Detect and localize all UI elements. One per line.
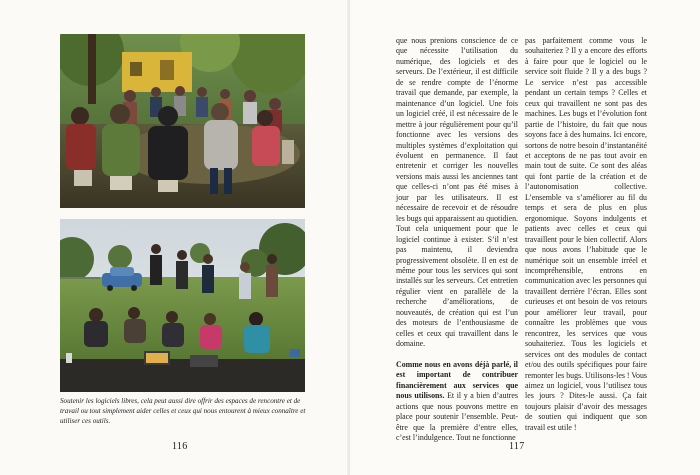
meeting-circle-image xyxy=(60,34,305,208)
page-number-left: 116 xyxy=(172,441,188,452)
paragraph-maintenance: que nous prenions conscience de ce que nécessite l’utilisation du numérique, des logiciels et des serveurs. De l’extérieur, il est difficile de se rendre compte de l’énorme travail que demande, par exemple, la maintenance d’un logiciel. Une fois un logiciel créé, il est nécessaire de le mettre à jour régulièrement pour qu’il fonctionne avec les versions des multiples systèmes d’exploitation qui évoluent en permanence. Il faut entretenir et corriger les nouvelles versions mais aussi les anciennes tant que celles-ci n’ont pas été mises à jour par les utilisateurs. Il est nécessaire de recevoir et de résoudre les bugs qui apparaissent au quotidien. Tout cela uniquement pour que le logiciel continue à exister. S’il n’est pas maintenu, il deviendra progressivement obsolète. Il en est de même pour tous les services qui sont installés sur les serveurs. Cet entretien régulier vient en parallèle de la recherche d’améliorations, de nouveautés, de création qui est l’un des moteurs de l’enthousiasme de celles et ceux qui travaillent dans le domaine. xyxy=(396,36,518,349)
page-number-right: 117 xyxy=(509,441,525,452)
text-column-left xyxy=(396,36,518,444)
paragraph-indulgence: pas parfaitement comme vous le souhaiteriez ? Il y a encore des efforts à faire pour que le logiciel ou le service soit fluide ? Il y a des bugs ? Le service n’est pas accessible pendant un certain temps ? Celles et ceux qui travaillent ne sont pas des machines. Les bugs et l’évolution font partie de l’histoire, du fait que nous soyons face à des humains. Ici encore, sortons de notre besoin d’instantanéité et acceptons de ne pas tout avoir en main tout de suite. Ce sont des aléas qui font partie de la création et de l’autonomisation collective. L’ensemble va s’améliorer au fil du temps et sera de plus en plus ergonomique. Soyons indulgents et patients avec celles et ceux qui travaillent pour le bien collectif. Alors que nous avons l’habitude que le numérique soit un ensemble irréel et incompréhensible, entrons en communication avec les personnes qui travaillent derrière l’écran. Elles sont curieuses et ont besoin de vos retours pour améliorer leur travail, pour connaître les problèmes que vous rencontrez, les services que vous souhaiteriez. Tous les logiciels et services ont des modules de contact et/ou des outils spécifiques pour faire remonter les bugs. Utilisons-les ! Vous aimez un logiciel, vous l’utilisez tous les jours ? Dites-le aussi. Ça fait toujours plaisir d’avoir des messages de soutien qui indiquent que son travail est utile ! xyxy=(525,36,648,432)
photo-caption: Soutenir les logiciels libres, cela peut aussi dire offrir des espaces de rencontre et de travail ou tout simplement aider celles et ceux qui nous entourent à mieux connaître et utiliser ces outils. xyxy=(60,397,306,425)
paragraph-contribution-rest: Et il y a bien d’autres actions que nous pouvons mettre en place pour soutenir l’ensemble. Peut-être que la première d’entre elles, c’est l’indulgence. Tout ne fonctionne xyxy=(396,391,518,443)
evening-gathering-image xyxy=(60,219,305,392)
bold-lead: Comme nous en avons déjà parlé, il est important de contribuer financièrement aux services que nous utilisons. xyxy=(396,359,518,401)
paragraph-contribution xyxy=(396,360,518,444)
paragraph-gap xyxy=(396,350,518,360)
photo-evening-gathering xyxy=(60,219,305,392)
text-column-right xyxy=(525,36,647,433)
photo-meeting-circle xyxy=(60,34,305,208)
